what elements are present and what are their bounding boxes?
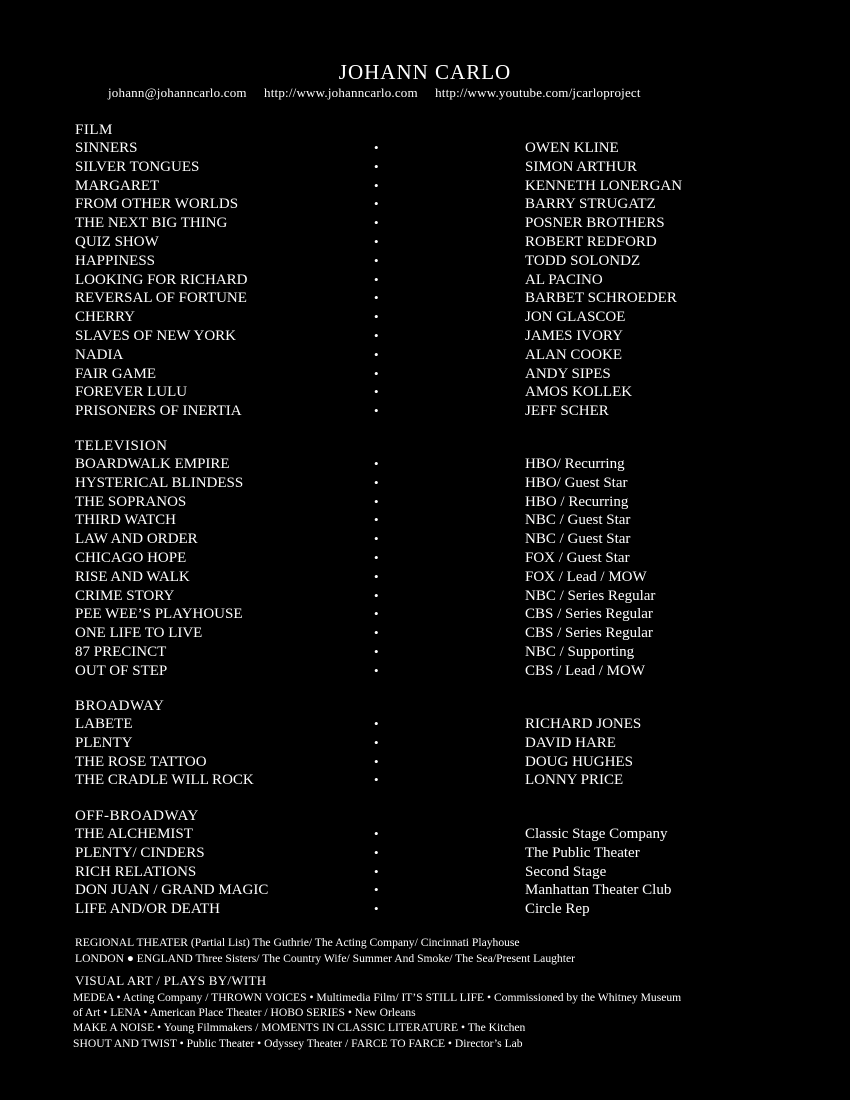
credit-detail: FOX / Lead / MOW xyxy=(525,568,647,585)
bullet-icon: • xyxy=(374,215,379,231)
credit-row xyxy=(75,455,775,474)
credit-detail: OWEN KLINE xyxy=(525,140,619,156)
bullet-icon: • xyxy=(374,625,379,641)
credit-row xyxy=(75,252,775,271)
credit-row xyxy=(75,624,775,643)
bullet-icon: • xyxy=(374,271,379,287)
credit-row xyxy=(75,214,775,233)
bullet-icon: • xyxy=(374,549,379,565)
credit-detail: JAMES IVORY xyxy=(525,327,623,344)
bullet-icon: • xyxy=(374,716,379,731)
credit-title: THE ALCHEMIST xyxy=(75,826,193,842)
credit-title: PLENTY/ CINDERS xyxy=(75,844,205,861)
credit-title: NADIA xyxy=(75,346,124,363)
credit-row xyxy=(75,549,775,568)
credit-detail: LONNY PRICE xyxy=(525,772,624,789)
contact-line xyxy=(108,85,655,101)
bullet-icon: • xyxy=(374,512,379,528)
credit-row xyxy=(75,587,775,606)
credit-row xyxy=(75,308,775,327)
credit-detail: DAVID HARE xyxy=(525,734,616,751)
bullet-icon: • xyxy=(374,346,379,362)
credit-detail: HBO/ Recurring xyxy=(525,456,625,472)
credit-row xyxy=(75,402,775,421)
credit-detail: AMOS KOLLEK xyxy=(525,384,633,401)
credit-title: THE SOPRANOS xyxy=(75,493,187,510)
credit-title: RICH RELATIONS xyxy=(75,863,197,880)
bullet-icon: • xyxy=(374,531,379,547)
credit-detail: KENNETH LONERGAN xyxy=(525,177,683,194)
bullet-icon: • xyxy=(374,233,379,249)
credit-row xyxy=(75,605,775,624)
credit-detail: HBO / Recurring xyxy=(525,493,629,510)
credit-detail: HBO/ Guest Star xyxy=(525,474,628,491)
off-broadway-section xyxy=(75,807,775,919)
bullet-icon: • xyxy=(374,863,379,879)
film-section xyxy=(75,121,775,421)
bullet-icon: • xyxy=(374,177,379,193)
visual-art-line: MAKE A NOISE • Young Filmmakers / MOMENTS IN CLASSIC LITERATURE • The Kitchen xyxy=(73,1021,526,1034)
bullet-icon: • xyxy=(374,384,379,400)
website-text: http://www.johanncarlo.com xyxy=(264,85,418,100)
section-heading: OFF-BROADWAY xyxy=(75,808,199,824)
credit-row xyxy=(75,771,775,790)
credit-detail: NBC / Guest Star xyxy=(525,512,631,529)
credit-row xyxy=(75,753,775,772)
credit-row xyxy=(75,177,775,196)
credit-detail: BARBET SCHROEDER xyxy=(525,290,677,307)
credit-row xyxy=(75,715,775,734)
visual-art-line: MEDEA • Acting Company / THROWN VOICES • Multimedia Film/ IT’S STILL LIFE • Commissioned by the Whitney Museum xyxy=(73,991,682,1004)
section-heading: BROADWAY xyxy=(75,698,165,714)
credit-title: REVERSAL OF FORTUNE xyxy=(75,290,247,307)
visual-art-heading: VISUAL ART / PLAYS BY/WITH xyxy=(75,973,267,988)
credit-row xyxy=(75,383,775,402)
bullet-icon: • xyxy=(374,140,379,155)
credit-title: RISE AND WALK xyxy=(75,568,190,585)
credit-row xyxy=(75,139,775,158)
broadway-section xyxy=(75,697,775,790)
bullet-icon: • xyxy=(374,493,379,509)
bullet-icon: • xyxy=(374,474,379,490)
visual-art-line: of Art • LENA • American Place Theater / HOBO SERIES • New Orleans xyxy=(73,1006,416,1019)
bullet-icon: • xyxy=(374,290,379,306)
credit-row xyxy=(75,825,775,844)
credit-title: LABETE xyxy=(75,716,133,732)
credit-detail: Circle Rep xyxy=(525,901,590,918)
bullet-icon: • xyxy=(374,456,379,471)
credit-row xyxy=(75,474,775,493)
credit-detail: FOX / Guest Star xyxy=(525,549,630,566)
bullet-icon: • xyxy=(374,587,379,603)
london-line: LONDON ● ENGLAND Three Sisters/ The Country Wife/ Summer And Smoke/ The Sea/Present Laughter xyxy=(75,952,575,965)
section-heading: FILM xyxy=(75,122,113,138)
credit-title: PRISONERS OF INERTIA xyxy=(75,403,242,420)
bullet-icon: • xyxy=(374,753,379,769)
credit-title: ONE LIFE TO LIVE xyxy=(75,625,203,642)
credit-title: FAIR GAME xyxy=(75,365,156,382)
credit-title: THE CRADLE WILL ROCK xyxy=(75,772,254,789)
credit-title: OUT OF STEP xyxy=(75,662,168,679)
bullet-icon: • xyxy=(374,826,379,841)
bullet-icon: • xyxy=(374,643,379,659)
credit-detail: Second Stage xyxy=(525,863,607,880)
bullet-icon: • xyxy=(374,309,379,325)
credit-title: CHICAGO HOPE xyxy=(75,549,187,566)
credit-row xyxy=(75,493,775,512)
credit-detail: JON GLASCOE xyxy=(525,309,626,326)
credit-row xyxy=(75,233,775,252)
section-heading: TELEVISION xyxy=(75,438,168,454)
credit-row xyxy=(75,662,775,681)
credit-title: HYSTERICAL BLINDESS xyxy=(75,474,244,491)
credit-detail: TODD SOLONDZ xyxy=(525,252,641,269)
credit-title: THIRD WATCH xyxy=(75,512,176,529)
credit-title: SLAVES OF NEW YORK xyxy=(75,327,236,344)
credit-title: SILVER TONGUES xyxy=(75,158,200,175)
credit-title: HAPPINESS xyxy=(75,252,156,269)
visual-art-line: SHOUT AND TWIST • Public Theater • Odyssey Theater / FARCE TO FARCE • Director’s Lab xyxy=(73,1037,523,1050)
bullet-icon: • xyxy=(374,403,379,419)
bullet-icon: • xyxy=(374,844,379,860)
bullet-icon: • xyxy=(374,327,379,343)
bullet-icon: • xyxy=(374,365,379,381)
credit-detail: CBS / Lead / MOW xyxy=(525,662,645,679)
credit-row xyxy=(75,734,775,753)
credit-title: FOREVER LULU xyxy=(75,384,188,401)
credit-title: CRIME STORY xyxy=(75,587,175,604)
credit-row xyxy=(75,530,775,549)
credit-row xyxy=(75,511,775,530)
bullet-icon: • xyxy=(374,158,379,174)
youtube-text: http://www.youtube.com/jcarloproject xyxy=(435,85,641,100)
credit-detail: BARRY STRUGATZ xyxy=(525,196,656,213)
credit-row xyxy=(75,365,775,384)
credit-title: LIFE AND/OR DEATH xyxy=(75,901,220,918)
credit-row xyxy=(75,271,775,290)
credit-title: THE NEXT BIG THING xyxy=(75,215,228,232)
credit-detail: The Public Theater xyxy=(525,844,640,861)
credit-detail: SIMON ARTHUR xyxy=(525,158,638,175)
bullet-icon: • xyxy=(374,196,379,212)
credit-row xyxy=(75,863,775,882)
credit-row xyxy=(75,346,775,365)
credit-title: LAW AND ORDER xyxy=(75,531,198,548)
credit-title: THE ROSE TATTOO xyxy=(75,753,207,770)
credit-detail: NBC / Guest Star xyxy=(525,531,631,548)
bullet-icon: • xyxy=(374,772,379,788)
bullet-icon: • xyxy=(374,734,379,750)
credit-detail: ALAN COOKE xyxy=(525,346,623,363)
resume-name: JOHANN CARLO xyxy=(338,60,512,84)
credit-row xyxy=(75,844,775,863)
credit-title: 87 PRECINCT xyxy=(75,643,167,660)
credit-row xyxy=(75,568,775,587)
credit-detail: AL PACINO xyxy=(525,271,603,288)
bullet-icon: • xyxy=(374,662,379,678)
bullet-icon: • xyxy=(374,901,379,917)
credit-row xyxy=(75,643,775,662)
credit-detail: DOUG HUGHES xyxy=(525,753,633,770)
credit-title: LOOKING FOR RICHARD xyxy=(75,271,248,288)
credit-title: PLENTY xyxy=(75,734,133,751)
credit-title: DON JUAN / GRAND MAGIC xyxy=(75,882,269,899)
credit-title: PEE WEE’S PLAYHOUSE xyxy=(75,606,243,623)
email-text: johann@johanncarlo.com xyxy=(108,85,247,100)
credit-row xyxy=(75,900,775,919)
credit-title: QUIZ SHOW xyxy=(75,233,159,250)
credit-detail: NBC / Series Regular xyxy=(525,587,656,604)
credit-detail: CBS / Series Regular xyxy=(525,606,653,623)
television-section xyxy=(75,437,775,681)
credit-title: MARGARET xyxy=(75,177,160,194)
regional-theater-line: REGIONAL THEATER (Partial List) The Guthrie/ The Acting Company/ Cincinnati Playhouse xyxy=(75,936,520,949)
bullet-icon: • xyxy=(374,568,379,584)
credit-detail: Classic Stage Company xyxy=(525,826,668,842)
bullet-icon: • xyxy=(374,882,379,898)
credit-detail: CBS / Series Regular xyxy=(525,625,653,642)
credit-detail: POSNER BROTHERS xyxy=(525,215,665,232)
credit-row xyxy=(75,195,775,214)
credit-detail: NBC / Supporting xyxy=(525,643,635,660)
credit-detail: JEFF SCHER xyxy=(525,403,609,420)
credit-title: BOARDWALK EMPIRE xyxy=(75,456,230,472)
credit-row xyxy=(75,327,775,346)
credit-title: FROM OTHER WORLDS xyxy=(75,196,239,213)
credit-row xyxy=(75,881,775,900)
credit-detail: ANDY SIPES xyxy=(525,365,611,382)
credit-detail: Manhattan Theater Club xyxy=(525,882,672,899)
bullet-icon: • xyxy=(374,252,379,268)
credit-detail: RICHARD JONES xyxy=(525,716,642,732)
credit-row xyxy=(75,289,775,308)
credit-title: SINNERS xyxy=(75,140,138,156)
credit-row xyxy=(75,158,775,177)
bullet-icon: • xyxy=(374,606,379,622)
credit-title: CHERRY xyxy=(75,309,136,326)
credit-detail: ROBERT REDFORD xyxy=(525,233,657,250)
